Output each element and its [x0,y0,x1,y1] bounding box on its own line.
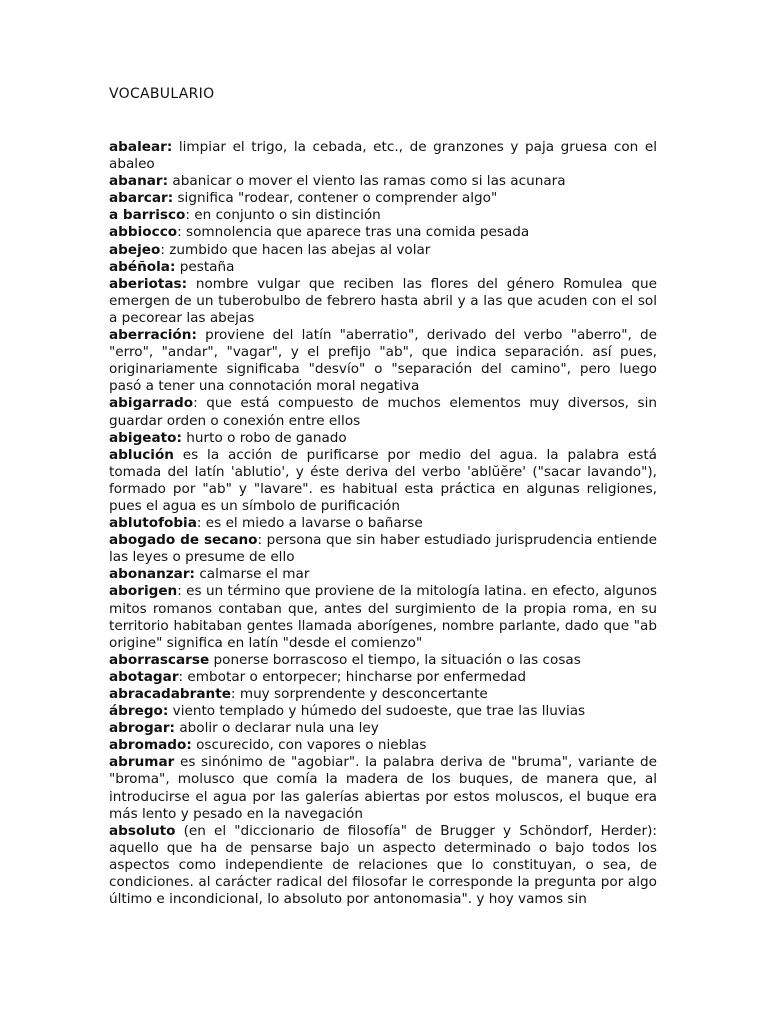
vocabulary-entry [109,242,657,259]
vocabulary-entry [109,823,657,908]
vocabulary-entry [109,703,657,720]
vocabulary-entry [109,583,657,651]
entry-definition: nombre vulgar que reciben las flores del género Romulea que emergen de un tuberobulbo de febrero hasta abril y a las que acuden con el sol a pecorear las abejas [109,275,657,326]
vocabulary-entry [109,669,657,686]
entry-definition: significa "rodear, contener o comprender algo" [173,190,498,207]
vocabulary-entry [109,652,657,669]
entry-term: ablución [109,446,174,463]
entry-term: abogado de secano [109,532,258,549]
entry-definition: abanicar o mover el viento las ramas como si las acunara [168,173,566,190]
vocabulary-entry [109,173,657,190]
entry-definition: : persona que sin haber estudiado jurisprudencia entiende las leyes o presume de ello [109,532,657,566]
vocabulary-entry [109,276,657,327]
vocabulary-entry [109,430,657,447]
entry-definition: viento templado y húmedo del sudoeste, que trae las lluvias [168,703,586,720]
vocabulary-entry [109,447,657,515]
entry-term: abromado: [109,737,192,754]
vocabulary-entry [109,327,657,395]
entry-definition: abolir o declarar nula una ley [175,720,379,737]
entry-term: abotagar [109,668,179,685]
entry-definition: : es un término que proviene de la mitología latina. en efecto, algunos mitos romanos contaban que, antes del surgimiento de la propia roma, en su territorio habitaban gentes llamada aborígenes, nombre parlante, dado que "ab origine" significa en latín "desde el comienzo" [109,583,657,651]
entry-term: abanar: [109,173,169,190]
vocabulary-entry [109,737,657,754]
entry-term: abéñola: [109,258,176,275]
entry-definition: : en conjunto o sin distinción [185,207,381,224]
vocabulary-entry [109,515,657,532]
entry-definition: : que está compuesto de muchos elementos muy diversos, sin guardar orden o conexión entre ellos [109,395,657,429]
vocabulary-entry [109,720,657,737]
entry-term: abigarrado [109,395,194,412]
entry-definition: oscurecido, con vapores o nieblas [191,737,427,754]
entry-term: absoluto [109,822,176,839]
vocabulary-entry [109,259,657,276]
entry-term: abbiocco [109,224,178,241]
vocabulary-entry [109,566,657,583]
entry-term: a barrisco [109,207,186,224]
entry-term: abrumar [109,754,175,771]
vocabulary-entry [109,224,657,241]
entry-definition: hurto o robo de ganado [181,429,347,446]
vocabulary-entry [109,139,657,173]
entry-definition: ponerse borrascoso el tiempo, la situación o las cosas [209,651,581,668]
entry-definition: : muy sorprendente y desconcertante [230,686,488,702]
entry-term: aberiotas: [109,275,188,292]
entry-definition: es sinónimo de "agobiar". la palabra deriva de "bruma", variante de "broma", molusco que comía la madera de los buques, de manera que, al introducirse el agua por las galerías abiertas por estos moluscos, el buque era más lento y pesado en la navegación [109,754,657,822]
vocabulary-entry [109,686,657,703]
entry-definition: : zumbido que hacen las abejas al volar [160,241,431,258]
entry-definition: proviene del latín "aberratio", derivado del verbo "aberro", de "erro", "andar", "vagar", y el prefijo "ab", que indica separación. así pues, originariamente significaba "desvío" o "separación del camino", pero luego pasó a tener una connotación moral negativa [109,327,657,395]
entry-term: aborrascarse [109,651,210,668]
entry-term: abonanzar: [109,566,195,583]
vocabulary-entry [109,190,657,207]
entry-definition: : embotar o entorpecer; hincharse por enfermedad [178,668,527,685]
entry-term: aberración: [109,327,197,344]
entry-term: abejeo [109,241,161,258]
entry-term: abrogar: [109,720,175,737]
entry-definition: (en el "diccionario de filosofía" de Brugger y Schöndorf, Herder): aquello que ha de pensarse bajo un aspecto determinado o bajo todos los aspectos como independiente de relaciones que lo constituyan, o sea, de condiciones. al carácter radical del filosofar le corresponde la pregunta por algo último e incondicional, lo absoluto por antonomasia". y hoy vamos sin [109,822,657,908]
entry-term: ablutofobia [109,515,197,532]
entry-term: abalear: [109,139,173,155]
entry-definition: : es el miedo a lavarse o bañarse [196,515,423,532]
vocabulary-entry [109,532,657,566]
entry-definition: : somnolencia que aparece tras una comida pesada [177,224,530,241]
entry-term: ábrego: [109,703,169,720]
vocabulary-entry [109,207,657,224]
entry-definition: calmarse el mar [195,566,310,583]
entry-definition: pestaña [175,258,235,275]
entry-definition: es la acción de purificarse por medio del agua. la palabra está tomada del latín 'ablutio', y éste deriva del verbo 'ablŭĕre' ("sacar lavando"), formado por "ab" y "lavare". es habitual esta práctica en algunas religiones, pues el agua es un símbolo de purificación [109,446,657,514]
entry-term: abracadabrante [109,686,231,702]
entry-definition: limpiar el trigo, la cebada, etc., de granzones y paja gruesa con el abaleo [109,139,657,173]
vocabulary-entry [109,395,657,429]
document-title: VOCABULARIO [109,86,215,102]
vocabulary-entry [109,754,657,822]
entry-term: abarcar: [109,190,174,207]
entry-term: aborigen [109,583,178,600]
entry-term: abigeato: [109,429,182,446]
vocabulary-list [109,139,657,908]
